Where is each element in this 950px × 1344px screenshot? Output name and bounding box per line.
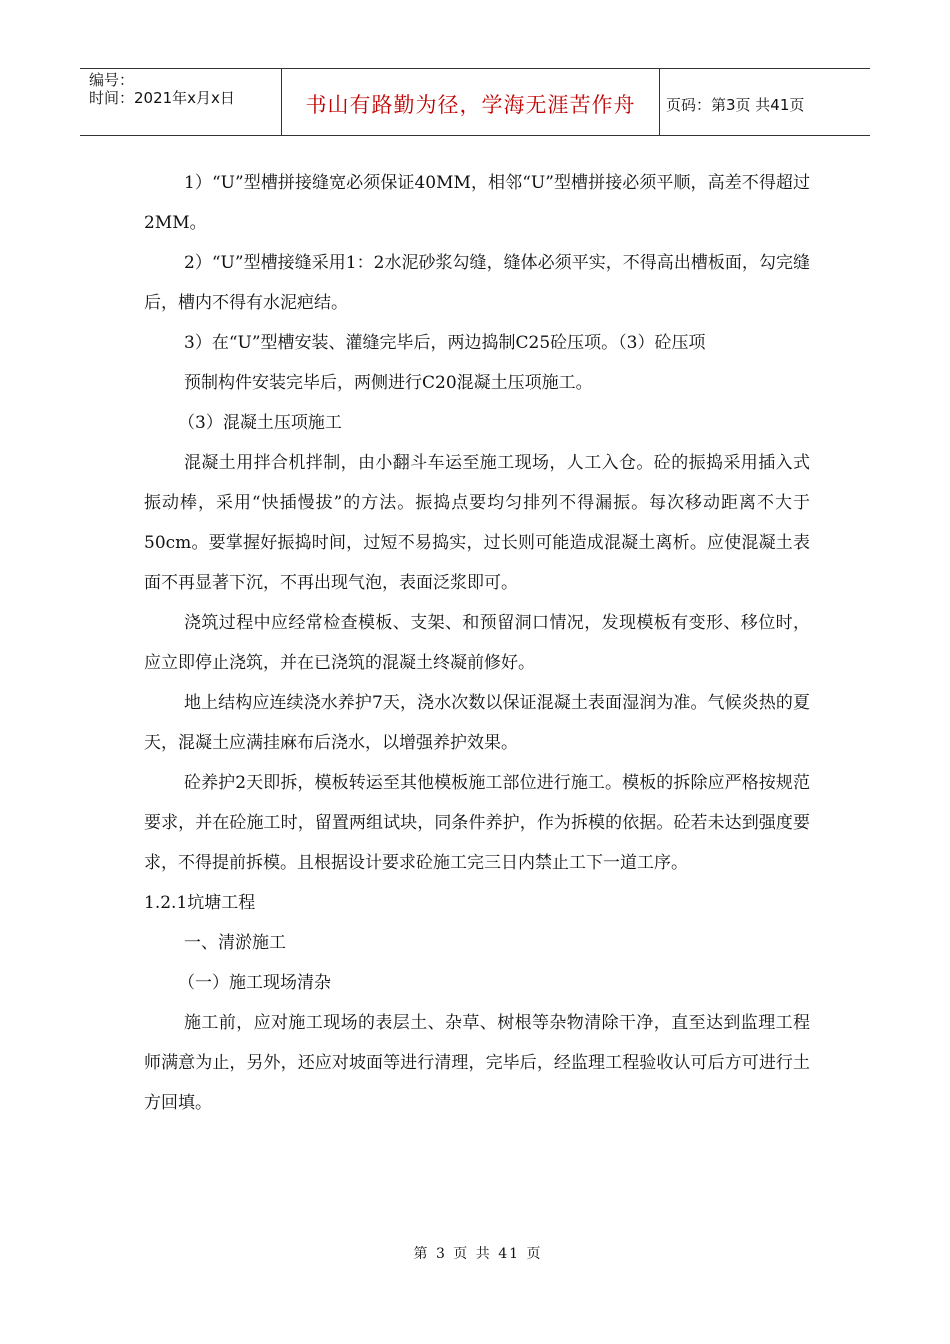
- paragraph-pouring-inspection: 浇筑过程中应经常检查模板、支架、和预留洞口情况，发现模板有变形、移位时，应立即停止浇筑，并在已浇筑的混凝土终凝前修好。: [144, 613, 810, 673]
- section-heading-pond-works: 1.2.1坑塘工程: [144, 893, 256, 913]
- paragraph-u-groove-mortar: 2）“U”型槽接缝采用1：2水泥砂浆勾缝，缝体必须平实，不得高出槽板面，勾完缝后，槽内不得有水泥疤结。: [144, 253, 810, 313]
- document-number-label: 编号：: [89, 71, 135, 89]
- header-meta-cell: [80, 69, 282, 135]
- paragraph-u-groove-coping: 3）在“U”型槽安装、灌缝完毕后，两边捣制C25砼压项。（3）砼压项: [184, 333, 706, 353]
- header-motto: 书山有路勤为径，学海无涯苦作舟: [282, 69, 660, 135]
- paragraph-curing: 地上结构应连续浇水养护7天，浇水次数以保证混凝土表面湿润为准。气候炎热的夏天，混凝土应满挂麻布后浇水，以增强养护效果。: [144, 693, 810, 753]
- paragraph-u-groove-joint-width: 1）“U”型槽拼接缝宽必须保证40MM，相邻“U”型槽拼接必须平顺，高差不得超过2MM。: [144, 173, 810, 233]
- header-page-info: 页码：第3页 共41页: [666, 95, 805, 114]
- paragraph-formwork-removal: 砼养护2天即拆，模板转运至其他模板施工部位进行施工。模板的拆除应严格按规范要求，并在砼施工时，留置两组试块，同条件养护，作为拆模的依据。砼若未达到强度要求，不得提前拆模。且根据设计要求砼施工完三日内禁止工下一道工序。: [144, 773, 810, 873]
- page-footer: 第 3 页 共 41 页: [413, 1246, 543, 1262]
- heading-dredging: 一、清淤施工: [184, 933, 286, 953]
- paragraph-site-clearing: 施工前，应对施工现场的表层土、杂草、树根等杂物清除干净，直至达到监理工程师满意为止，另外，还应对坡面等进行清理，完毕后，经监理工程验收认可后方可进行土方回填。: [144, 1013, 810, 1113]
- document-time-label: 时间：2021年x月x日: [89, 89, 235, 107]
- paragraph-concrete-mixing: 混凝土用拌合机拌制，由小翻斗车运至施工现场，人工入仓。砼的振捣采用插入式振动棒，采用“快插慢拔”的方法。振捣点要均匀排列不得漏振。每次移动距离不大于50cm。要掌握好振捣时间，过短不易捣实，过长则可能造成混凝土离析。应使混凝土表面不再显著下沉，不再出现气泡，表面泛浆即可。: [144, 453, 810, 593]
- page-header: [80, 68, 870, 136]
- heading-site-clearing: （一）施工现场清杂: [178, 973, 331, 993]
- paragraph-precast-coping: 预制构件安装完毕后，两侧进行C20混凝土压项施工。: [184, 373, 593, 393]
- document-body: [144, 163, 810, 1123]
- heading-concrete-coping: （3）混凝土压项施工: [178, 413, 342, 433]
